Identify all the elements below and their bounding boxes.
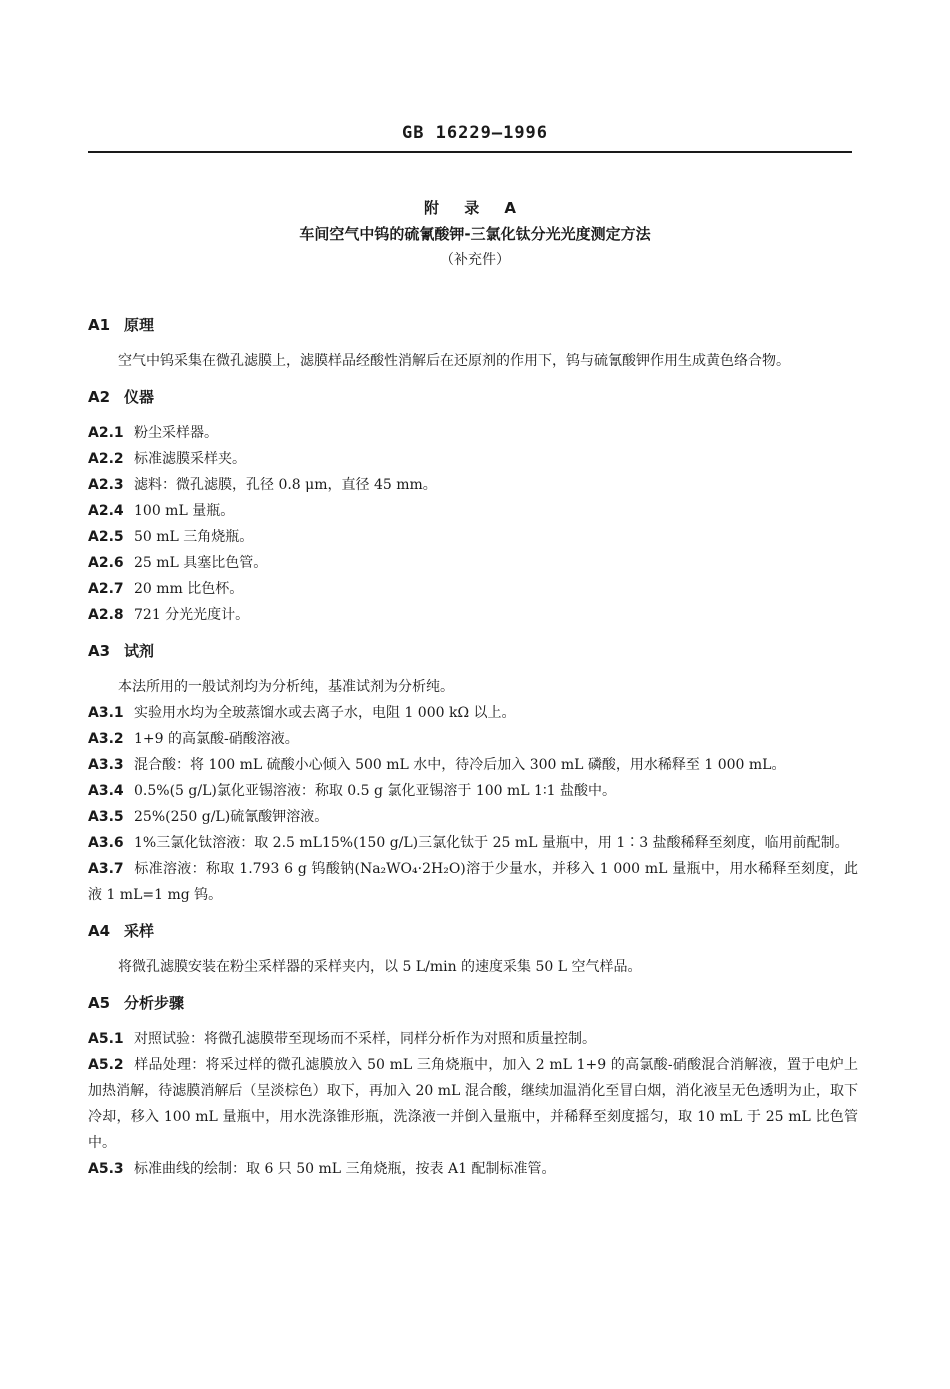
list-item bbox=[88, 524, 858, 550]
list-item bbox=[88, 602, 858, 628]
item-text: 标准滤膜采样夹。 bbox=[134, 451, 246, 467]
section-paragraph: 将微孔滤膜安装在粉尘采样器的采样夹内，以 5 L/min 的速度采集 50 L 空气样品。 bbox=[118, 959, 642, 975]
section-title: 原理 bbox=[124, 316, 155, 334]
header-divider bbox=[88, 151, 852, 153]
item-text: 对照试验：将微孔滤膜带至现场而不采样，同样分析作为对照和质量控制。 bbox=[134, 1031, 596, 1047]
item-text: 50 mL 三角烧瓶。 bbox=[134, 529, 254, 545]
section-title: 采样 bbox=[124, 922, 155, 940]
item-number: A2.4 bbox=[88, 503, 124, 519]
list-item bbox=[88, 856, 858, 908]
section-heading-a5 bbox=[88, 990, 858, 1016]
item-number: A2.5 bbox=[88, 529, 124, 545]
item-text: 粉尘采样器。 bbox=[134, 425, 218, 441]
item-number: A2.6 bbox=[88, 555, 124, 571]
list-item bbox=[88, 830, 858, 856]
list-item bbox=[88, 550, 858, 576]
section-heading-a1 bbox=[88, 312, 858, 338]
item-number: A5.2 bbox=[88, 1057, 124, 1073]
section-title: 分析步骤 bbox=[124, 994, 185, 1012]
list-item bbox=[88, 778, 858, 804]
item-text: 100 mL 量瓶。 bbox=[134, 503, 235, 519]
item-text: 混合酸：将 100 mL 硫酸小心倾入 500 mL 水中，待冷后加入 300 mL 磷酸，用水稀释至 1 000 mL。 bbox=[134, 757, 786, 773]
list-item bbox=[88, 804, 858, 830]
section-intro: 本法所用的一般试剂均为分析纯，基准试剂为分析纯。 bbox=[118, 679, 454, 695]
item-text: 样品处理：将采过样的微孔滤膜放入 50 mL 三角烧瓶中，加入 2 mL 1+9 的高氯酸-硝酸混合消解液，置于电炉上加热消解，待滤膜消解后（呈淡棕色）取下，再加入 20 mL 混合酸，继续加温消化至冒白烟，消化液呈无色透明为止，取下冷却，移入 100 mL 量瓶中，用水洗涤锥形瓶，洗涤液一并倒入量瓶中，并稀释至刻度摇匀，取 10 mL 于 25 mL 比色管中。 bbox=[88, 1057, 858, 1151]
list-item bbox=[88, 752, 858, 778]
item-number: A3.5 bbox=[88, 809, 124, 825]
item-text: 标准溶液：称取 1.793 6 g 钨酸钠(Na₂WO₄·2H₂O)溶于少量水，并移入 1 000 mL 量瓶中，用水稀释至刻度，此液 1 mL=1 mg 钨。 bbox=[88, 861, 858, 903]
item-number: A3.7 bbox=[88, 861, 124, 877]
item-text: 1+9 的高氯酸-硝酸溶液。 bbox=[134, 731, 299, 747]
item-text: 0.5%(5 g/L)氯化亚锡溶液：称取 0.5 g 氯化亚锡溶于 100 mL 1∶1 盐酸中。 bbox=[134, 783, 616, 799]
item-text: 20 mm 比色杯。 bbox=[134, 581, 244, 597]
item-number: A3.3 bbox=[88, 757, 124, 773]
section-title: 仪器 bbox=[124, 388, 155, 406]
section-title: 试剂 bbox=[124, 642, 155, 660]
appendix-note: （补充件） bbox=[440, 252, 510, 268]
section-number: A5 bbox=[88, 994, 111, 1012]
list-item bbox=[88, 576, 858, 602]
list-item bbox=[88, 472, 858, 498]
item-number: A2.8 bbox=[88, 607, 124, 623]
appendix-label: 附 录 A bbox=[423, 199, 527, 217]
section-number: A1 bbox=[88, 316, 111, 334]
item-text: 1%三氯化钛溶液：取 2.5 mL15%(150 g/L)三氯化钛于 25 mL 量瓶中，用 1∶3 盐酸稀释至刻度，临用前配制。 bbox=[134, 835, 849, 851]
section-number: A2 bbox=[88, 388, 111, 406]
list-item bbox=[88, 726, 858, 752]
item-number: A5.3 bbox=[88, 1161, 124, 1177]
list-item bbox=[88, 1026, 858, 1052]
list-item bbox=[88, 420, 858, 446]
item-number: A2.2 bbox=[88, 451, 124, 467]
item-number: A2.3 bbox=[88, 477, 124, 493]
list-item bbox=[88, 1052, 858, 1156]
item-text: 25%(250 g/L)硫氰酸钾溶液。 bbox=[134, 809, 329, 825]
section-heading-a4 bbox=[88, 918, 858, 944]
item-number: A3.1 bbox=[88, 705, 124, 721]
list-item bbox=[88, 446, 858, 472]
item-number: A2.1 bbox=[88, 425, 124, 441]
item-number: A2.7 bbox=[88, 581, 124, 597]
item-text: 滤料：微孔滤膜，孔径 0.8 μm，直径 45 mm。 bbox=[134, 477, 437, 493]
item-number: A3.2 bbox=[88, 731, 124, 747]
section-heading-a3 bbox=[88, 638, 858, 664]
appendix-title: 车间空气中钨的硫氰酸钾-三氯化钛分光光度测定方法 bbox=[299, 225, 651, 243]
item-text: 25 mL 具塞比色管。 bbox=[134, 555, 268, 571]
section-paragraph: 空气中钨采集在微孔滤膜上，滤膜样品经酸性消解后在还原剂的作用下，钨与硫氰酸钾作用生成黄色络合物。 bbox=[118, 353, 790, 369]
item-number: A5.1 bbox=[88, 1031, 124, 1047]
section-number: A4 bbox=[88, 922, 111, 940]
section-number: A3 bbox=[88, 642, 111, 660]
item-text: 721 分光光度计。 bbox=[134, 607, 250, 623]
list-item bbox=[88, 700, 858, 726]
list-item bbox=[88, 498, 858, 524]
item-text: 标准曲线的绘制：取 6 只 50 mL 三角烧瓶，按表 A1 配制标准管。 bbox=[134, 1161, 556, 1177]
list-item bbox=[88, 1156, 858, 1182]
item-number: A3.6 bbox=[88, 835, 124, 851]
item-number: A3.4 bbox=[88, 783, 124, 799]
section-heading-a2 bbox=[88, 384, 858, 410]
standard-code: GB 16229—1996 bbox=[401, 123, 549, 143]
item-text: 实验用水均为全玻蒸馏水或去离子水，电阻 1 000 kΩ 以上。 bbox=[134, 705, 516, 721]
document-body bbox=[88, 312, 858, 1182]
